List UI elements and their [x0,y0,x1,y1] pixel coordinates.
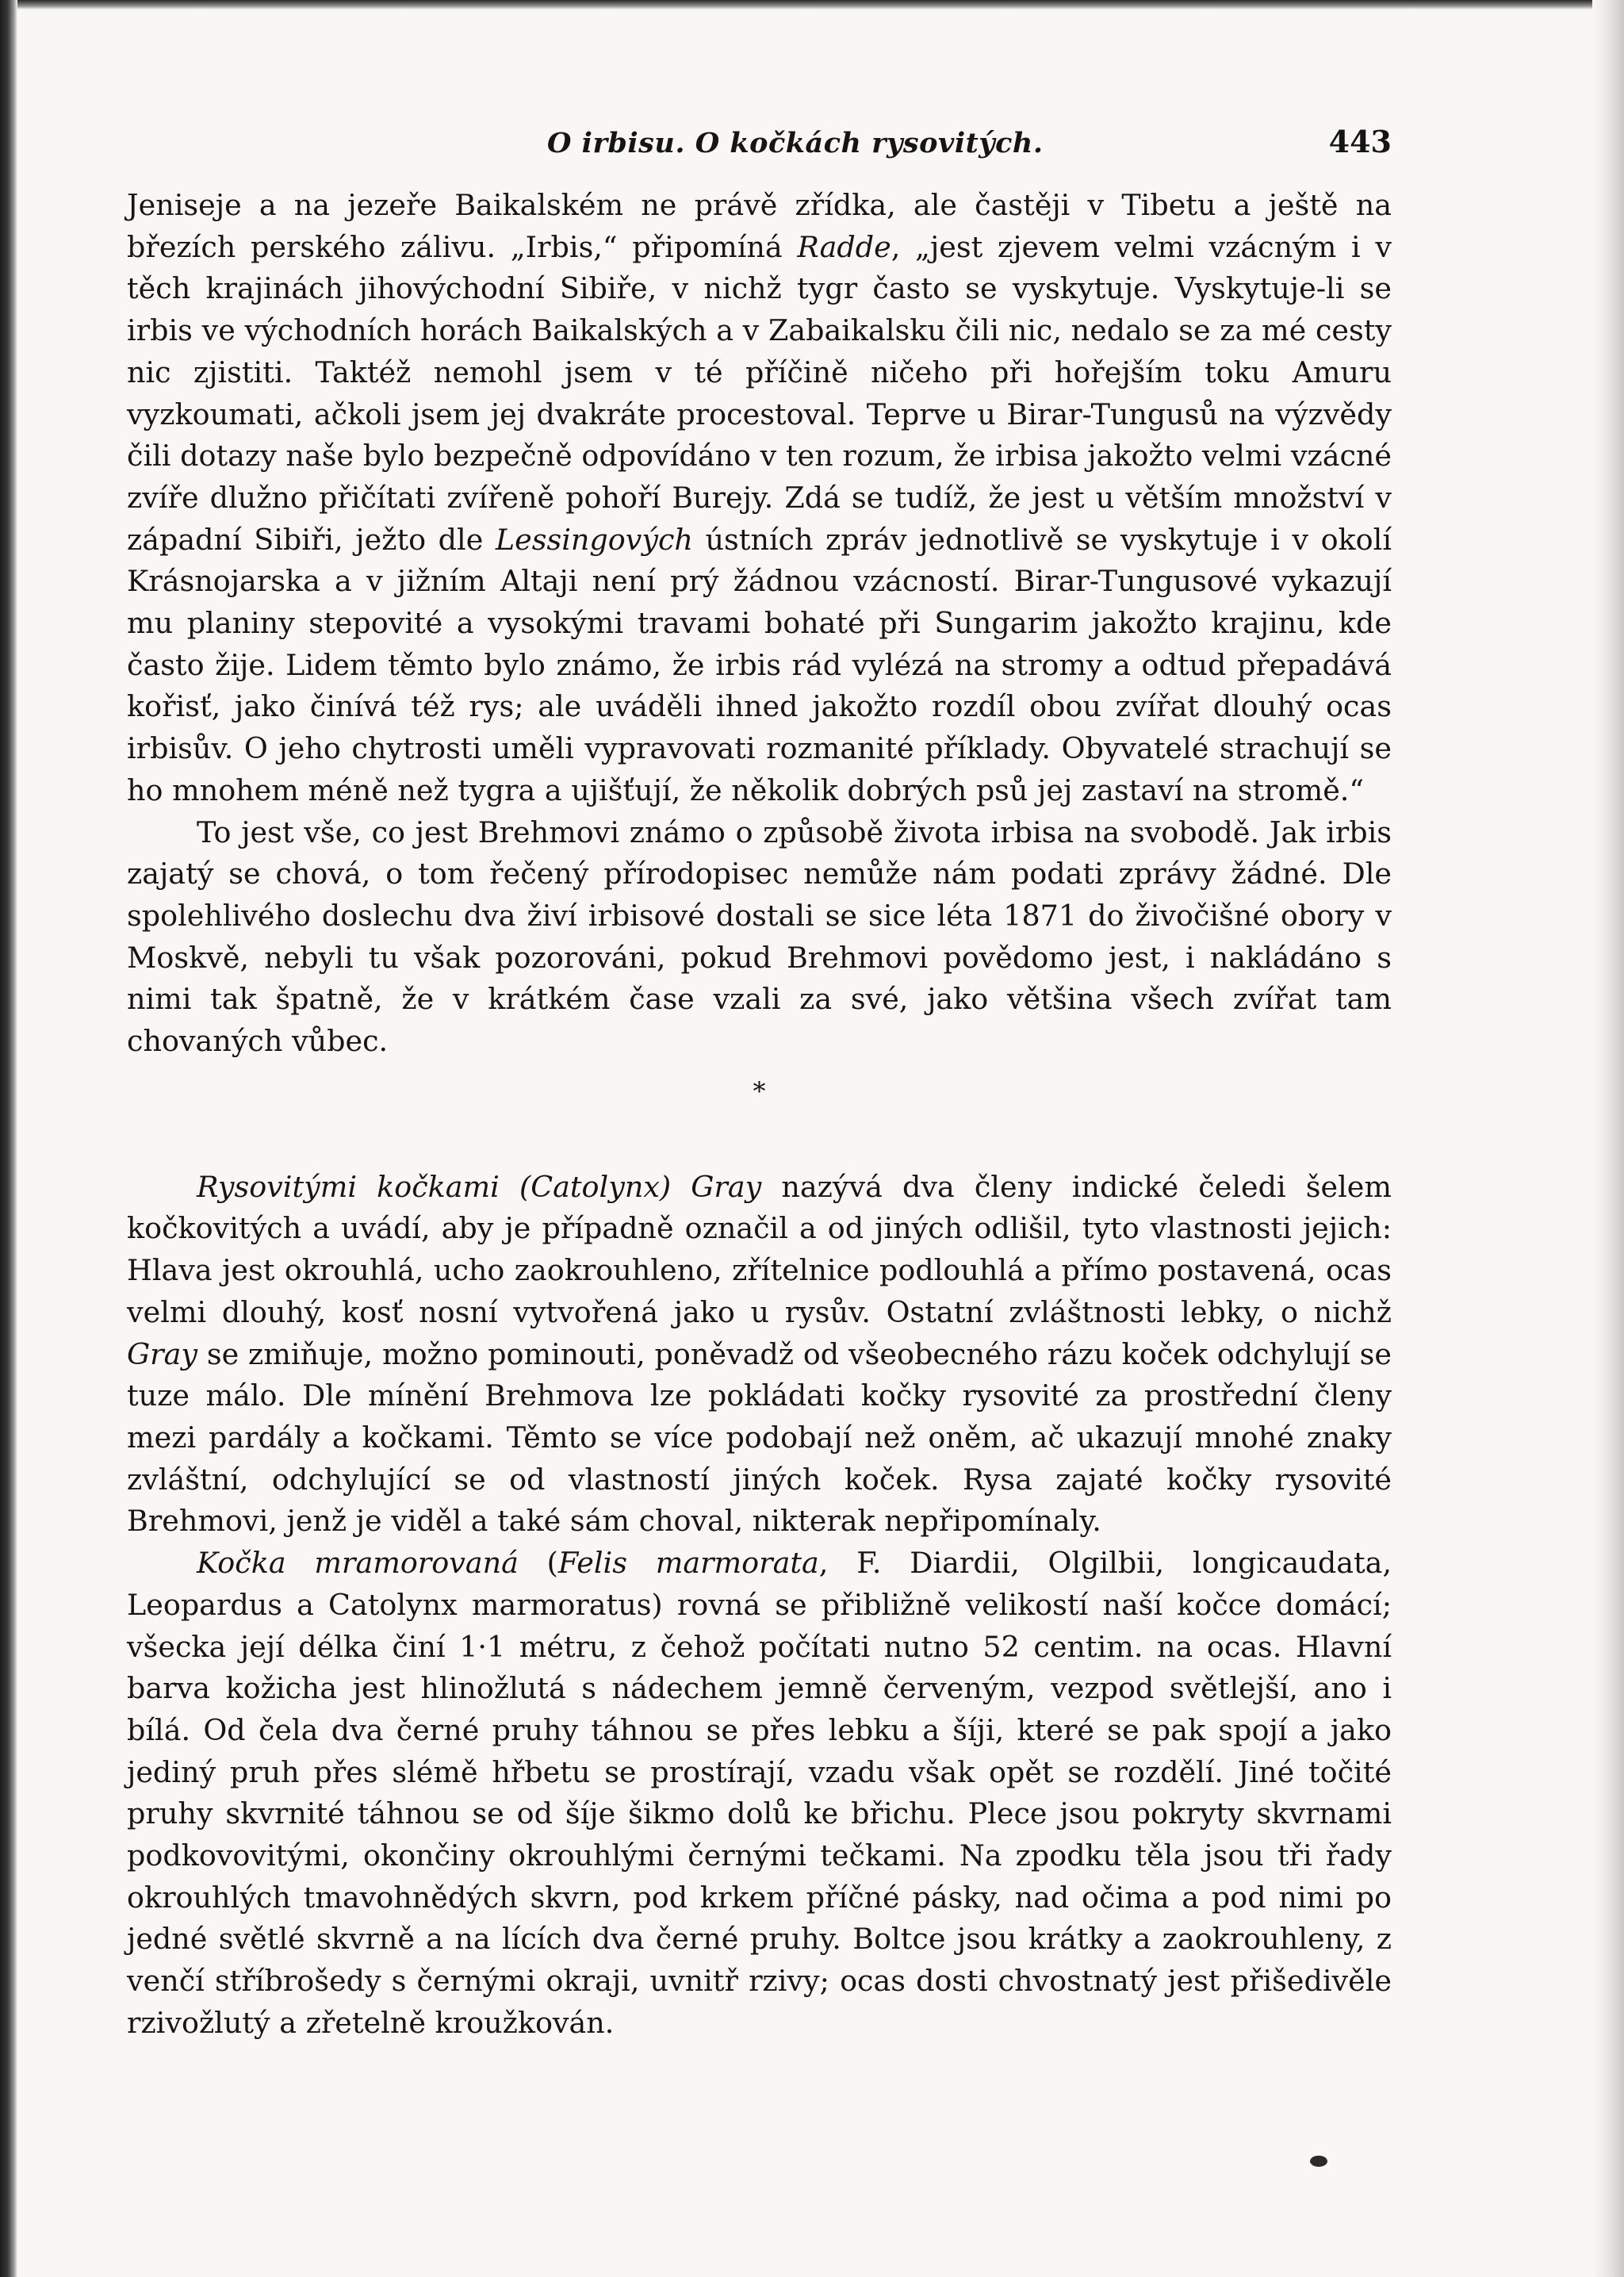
italic-text-run: Radde [797,229,891,264]
italic-text-run: Rysovitými kočkami (Catolynx) Gray [197,1169,762,1204]
italic-text-run: Kočka mramorovaná [197,1546,519,1581]
italic-text-run: Gray [127,1336,197,1371]
text-run: To jest vše, co jest Brehmovi známo o způsobě života irbisa na svobodě. Jak irbis zajatý se chová, o tom řečený přírodopisec nemůže nám podati zprávy žádné. Dle spolehlivého doslechu dva živí irbisové dostali se sice léta 1871 do živočišné obory v Moskvě, nebyli tu však pozorováni, pokud Brehmovi povědomo jest, i nakládáno s nimi tak špatně, že v krátkém čase vzali za své, jako většina všech zvířat tam chovaných vůbec. [127,815,1392,1059]
scan-edge-top [0,0,1624,10]
page-header [127,119,1392,167]
text-run: nazývá dva členy indické čeledi šelem kočkovitých a uvádí, aby je případně označil a od jiných odlišil, tyto vlastnosti jejich: Hlava jest okrouhlá, ucho zaokrouhleno, zřítelnice podlouhlá a přímo postavená, ocas velmi dlouhý, kosť nosní vytvořená jako u rysův. Ostatní zvláštnosti lebky, o nichž [127,1169,1392,1329]
scan-edge-right [1592,0,1624,2277]
italic-text-run: Lessingových [495,522,693,557]
text-run: Jeniseje a na jezeře Baikalském ne právě zřídka, ale častěji v Tibetu a ještě na březích perského zálivu. „Irbis,“ připomíná [127,188,1392,264]
paragraph-rysovite-kocky [127,1167,1392,1543]
paragraph-irbis-captivity [127,812,1392,1063]
text-run: , F. Diardii, Olgilbii, longicaudata, Leopardus a Catolynx marmoratus) rovná se přibližně velikostí naší kočce domácí; všecka její délka činí 1·1 métru, z čehož počítati nutno 52 centim. na ocas. Hlavní barva kožicha jest hlinožlutá s nádechem jemně červeným, vezpod světlejší, ano i bílá. Od čela dva černé pruhy táhnou se přes lebku a šíji, které se pak spojí a jako jediný pruh přes slémě hřbetu se prostírají, vzadu však opět se rozdělí. Jiné točité pruhy skvrnité táhnou se od šíje šikmo dolů ke břichu. Plece jsou pokryty skvrnami podkovovitými, okončiny okrouhlými černými tečkami. Na zpodku těla jsou tři řady okrouhlých tmavohnědých skvrn, pod krkem příčné pásky, nad očima a pod nimi po jedné světlé skvrně a na lících dva černé pruhy. Boltce jsou krátky a zaokrouhleny, z venčí stříbrošedy s černými okraji, uvnitř rzivy; ocas dosti chvostnatý jest přišedivěle rzivožlutý a zřetelně kroužkován. [127,1546,1392,2040]
text-run: se zmiňuje, možno pominouti, poněvadž od všeobecného rázu koček odchylují se tuze málo. Dle mínění Brehmova lze pokládati kočky rysovité za prostřední členy mezi pardály a kočkami. Těmto se více podobají než oněm, ač ukazují mnohé znaky zvláštní, odchylující se od vlastností jiných koček. Rysa zajaté kočky rysovité Brehmovi, jenž je viděl a také sám choval, nikterak nepřipomínaly. [127,1336,1392,1539]
text-run: ( [518,1546,558,1581]
paragraph-kocka-mramorovana [127,1543,1392,2044]
page-number: 443 [1328,124,1392,159]
running-head: O irbisu. O kočkách rysovitých. [547,127,1044,159]
paragraph-irbis-quote [127,185,1392,812]
ink-smudge [1310,2156,1327,2167]
scan-edge-left [0,0,17,2277]
body-text [127,185,1392,2045]
section-separator: * [753,1075,766,1106]
italic-text-run: Felis marmorata [557,1546,819,1581]
text-run: , „jest zjevem velmi vzácným i v těch krajinách jihovýchodní Sibiře, v nichž tygr často se vyskytuje. Vyskytuje-li se irbis ve východních horách Baikalských a v Zabaikalsku čili nic, nedalo se za mé cesty nic zjistiti. Taktéž nemohl jsem v té příčině ničeho při hořejším toku Amuru vyzkoumati, ačkoli jsem jej dvakráte procestoval. Teprve u Birar-Tungusů na výzvědy čili dotazy naše bylo bezpečně odpovídáno v ten rozum, že irbisa jakožto velmi vzácné zvíře dlužno přičítati zvířeně pohoří Burejy. Zdá se tudíž, že jest u větším množství v západní Sibiři, ježto dle [127,229,1392,557]
text-run: ústních zpráv jednotlivě se vyskytuje i v okolí Krásnojarska a v jižním Altaji není prý žádnou vzácností. Birar-Tungusové vykazují mu planiny stepovité a vysokými travami bohaté při Sungarim jakožto krajinu, kde často žije. Lidem těmto bylo známo, že irbis rád vylézá na stromy a odtud přepadává kořisť, jako činívá též rys; ale uváděli ihned jakožto rozdíl obou zvířat dlouhý ocas irbisův. O jeho chytrosti uměli vypravovati rozmanité příklady. Obyvatelé strachují se ho mnohem méně než tygra a ujišťují, že několik dobrých psů jej zastaví na stromě.“ [127,522,1392,807]
